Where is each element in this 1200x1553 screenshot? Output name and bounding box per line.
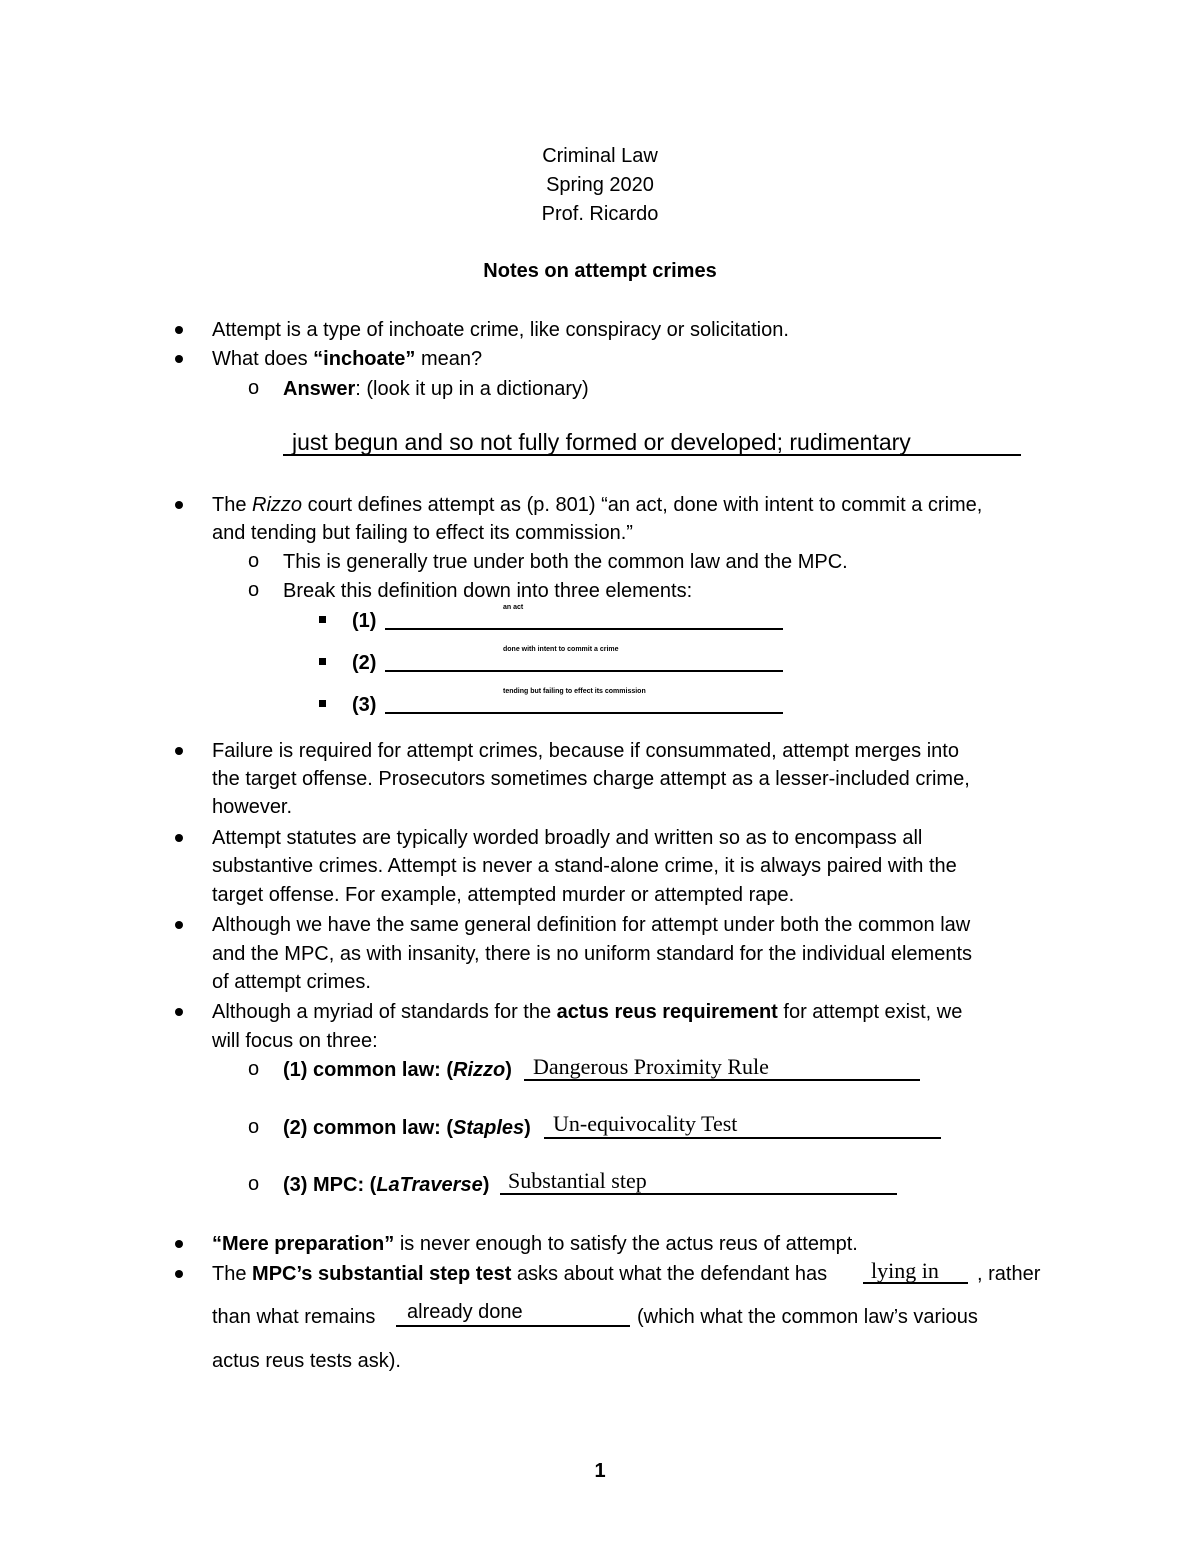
sub-bullet-icon: o <box>248 1173 260 1195</box>
bullet-text: “Mere preparation” is never enough to satisfy the actus reus of attempt. <box>212 1233 858 1255</box>
element-fill: tending but failing to effect its commission <box>503 688 646 695</box>
square-bullet-icon <box>319 658 326 665</box>
element-blank[interactable] <box>385 628 783 630</box>
page-title: Notes on attempt crimes <box>483 260 717 282</box>
lying-in-fill: lying in <box>871 1258 939 1283</box>
bullet-text: (which what the common law’s various <box>637 1306 978 1328</box>
bullet-icon <box>175 1270 183 1278</box>
bullet-text: The MPC’s substantial step test asks about what the defendant has <box>212 1263 828 1285</box>
bullet-icon <box>175 1240 183 1248</box>
standard-fill: Substantial step <box>508 1168 647 1193</box>
bullet-text: substantive crimes. Attempt is never a stand-alone crime, it is always paired with the <box>212 855 957 877</box>
square-bullet-icon <box>319 700 326 707</box>
bullet-text: Attempt statutes are typically worded broadly and written so as to encompass all <box>212 827 923 849</box>
bullet-icon <box>175 355 183 363</box>
bullet-text: will focus on three: <box>212 1030 378 1052</box>
bullet-text: Attempt is a type of inchoate crime, like conspiracy or solicitation. <box>212 319 789 341</box>
bullet-icon <box>175 747 183 755</box>
already-done-blank[interactable] <box>396 1325 630 1327</box>
sub-bullet-icon: o <box>248 550 260 572</box>
course-title: Criminal Law <box>542 145 658 167</box>
sub-bullet-icon: o <box>248 1116 260 1138</box>
element-label: (2) <box>352 652 377 674</box>
already-done-fill: already done <box>407 1301 523 1323</box>
bullet-icon <box>175 1008 183 1016</box>
bullet-text: and tending but failing to effect its commission.” <box>212 522 633 544</box>
sub-bullet-icon: o <box>248 1058 260 1080</box>
bullet-icon <box>175 326 183 334</box>
element-blank[interactable] <box>385 670 783 672</box>
standard-fill: Un-equivocality Test <box>553 1111 738 1136</box>
bullet-text: actus reus tests ask). <box>212 1350 401 1372</box>
bullet-text: however. <box>212 796 293 818</box>
standard-blank[interactable] <box>544 1137 941 1139</box>
term: Spring 2020 <box>546 174 654 196</box>
sub-bullet-text: This is generally true under both the common law and the MPC. <box>283 551 848 573</box>
bullet-text: of attempt crimes. <box>212 971 371 993</box>
sub-bullet-text: Break this definition down into three elements: <box>283 580 693 602</box>
standard-blank[interactable] <box>524 1079 920 1081</box>
bullet-text: than what remains <box>212 1306 376 1328</box>
element-fill: an act <box>503 604 524 611</box>
sub-bullet-icon: o <box>248 377 260 399</box>
bullet-text: target offense. For example, attempted murder or attempted rape. <box>212 884 795 906</box>
element-label: (1) <box>352 610 377 632</box>
professor: Prof. Ricardo <box>541 203 659 225</box>
answer-fill: just begun and so not fully formed or developed; rudimentary <box>292 429 911 455</box>
bullet-text: The Rizzo court defines attempt as (p. 801) “an act, done with intent to commit a crime, <box>212 494 983 516</box>
sub-bullet-icon: o <box>248 579 260 601</box>
bullet-text: What does “inchoate” mean? <box>212 348 483 370</box>
bullet-text: the target offense. Prosecutors sometimes charge attempt as a lesser-included crime, <box>212 768 970 790</box>
bullet-icon <box>175 501 183 509</box>
page-number: 1 <box>594 1460 606 1482</box>
answer-line: Answer: (look it up in a dictionary) <box>283 378 589 400</box>
standard-label: (2) common law: (Staples) <box>283 1117 531 1139</box>
standard-label: (1) common law: (Rizzo) <box>283 1059 512 1081</box>
square-bullet-icon <box>319 616 326 623</box>
standard-fill: Dangerous Proximity Rule <box>533 1054 769 1079</box>
bullet-text: Failure is required for attempt crimes, because if consummated, attempt merges into <box>212 740 959 762</box>
standard-blank[interactable] <box>500 1193 897 1195</box>
bullet-text: Although a myriad of standards for the actus reus requirement for attempt exist, we <box>212 1001 963 1023</box>
element-blank[interactable] <box>385 712 783 714</box>
bullet-text: , rather <box>977 1263 1041 1285</box>
bullet-icon <box>175 834 183 842</box>
standard-label: (3) MPC: (LaTraverse) <box>283 1174 490 1196</box>
bullet-icon <box>175 921 183 929</box>
element-label: (3) <box>352 694 377 716</box>
element-fill: done with intent to commit a crime <box>503 646 619 653</box>
bullet-text: Although we have the same general definition for attempt under both the common law <box>212 914 971 936</box>
bullet-text: and the MPC, as with insanity, there is no uniform standard for the individual elements <box>212 943 973 965</box>
